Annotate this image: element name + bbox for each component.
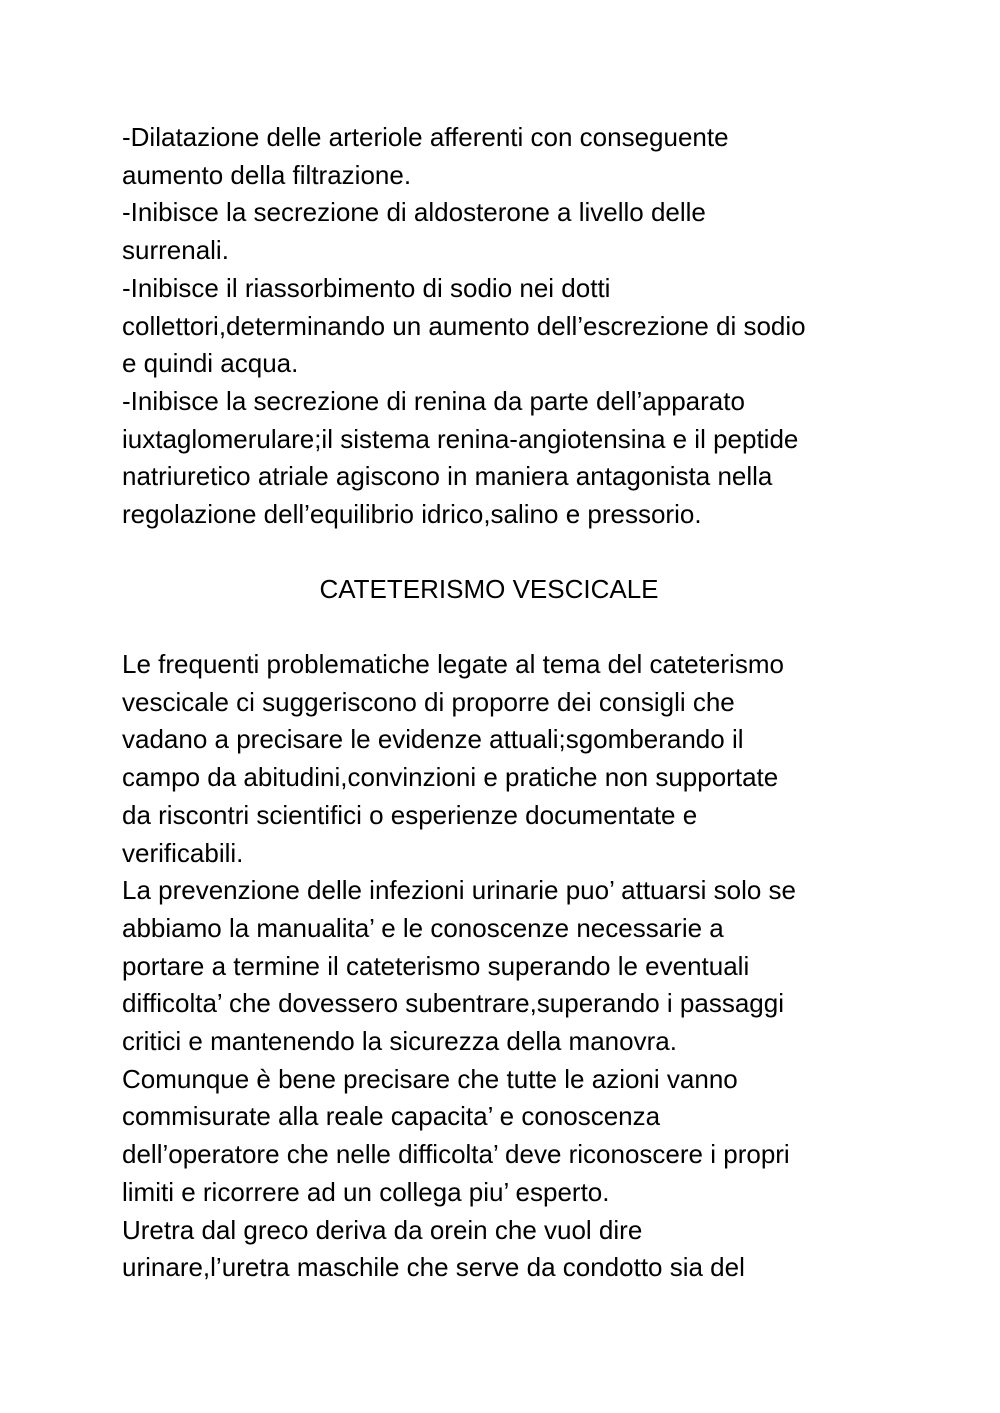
text-line: dell’operatore che nelle difficolta’ deve riconoscere i propri [122, 1139, 790, 1170]
text-line: collettori,determinando un aumento dell’escrezione di sodio [122, 310, 806, 341]
text-line: Uretra dal greco deriva da orein che vuol dire [122, 1214, 643, 1245]
paragraph-block-anp-effects [122, 119, 902, 534]
text-line: abbiamo la manualita’ e le conoscenze necessarie a [122, 912, 724, 943]
text-line: La prevenzione delle infezioni urinarie puo’ attuarsi solo se [122, 875, 797, 906]
text-line: verificabili. [122, 837, 244, 868]
text-line: natriuretico atriale agiscono in maniera antagonista nella [122, 461, 773, 492]
text-line: -Inibisce la secrezione di renina da parte dell’apparato [122, 385, 745, 416]
text-line: da riscontri scientifici o esperienze documentate e [122, 799, 698, 830]
text-line: vescicale ci suggeriscono di proporre dei consigli che [122, 686, 735, 717]
text-line: campo da abitudini,convinzioni e pratiche non supportate [122, 762, 779, 793]
text-line: Comunque è bene precisare che tutte le azioni vanno [122, 1063, 738, 1094]
text-line: critici e mantenendo la sicurezza della manovra. [122, 1026, 677, 1057]
text-line: limiti e ricorrere ad un collega piu’ esperto. [122, 1176, 610, 1207]
text-line: vadano a precisare le evidenze attuali;sgomberando il [122, 724, 744, 755]
text-line: -Dilatazione delle arteriole afferenti con conseguente [122, 122, 729, 152]
text-line: -Inibisce il riassorbimento di sodio nei dotti [122, 272, 611, 303]
text-line: urinare,l’uretra maschile che serve da condotto sia del [122, 1252, 745, 1283]
text-line: surrenali. [122, 235, 229, 266]
text-line: regolazione dell’equilibrio idrico,salino e pressorio. [122, 499, 702, 530]
text-line: aumento della filtrazione. [122, 159, 412, 190]
text-line: iuxtaglomerulare;il sistema renina-angiotensina e il peptide [122, 423, 799, 454]
text-line: commisurate alla reale capacita’ e conoscenza [122, 1101, 661, 1132]
paragraph-block-catheterization [122, 646, 902, 1287]
text-line: portare a termine il cateterismo superando le eventuali [122, 950, 750, 981]
text-line: e quindi acqua. [122, 348, 299, 379]
text-line: difficolta’ che dovessero subentrare,superando i passaggi [122, 988, 784, 1019]
section-heading: CATETERISMO VESCICALE [319, 574, 659, 604]
text-line: Le frequenti problematiche legate al tema del cateterismo [122, 649, 784, 679]
text-line: -Inibisce la secrezione di aldosterone a livello delle [122, 197, 706, 228]
